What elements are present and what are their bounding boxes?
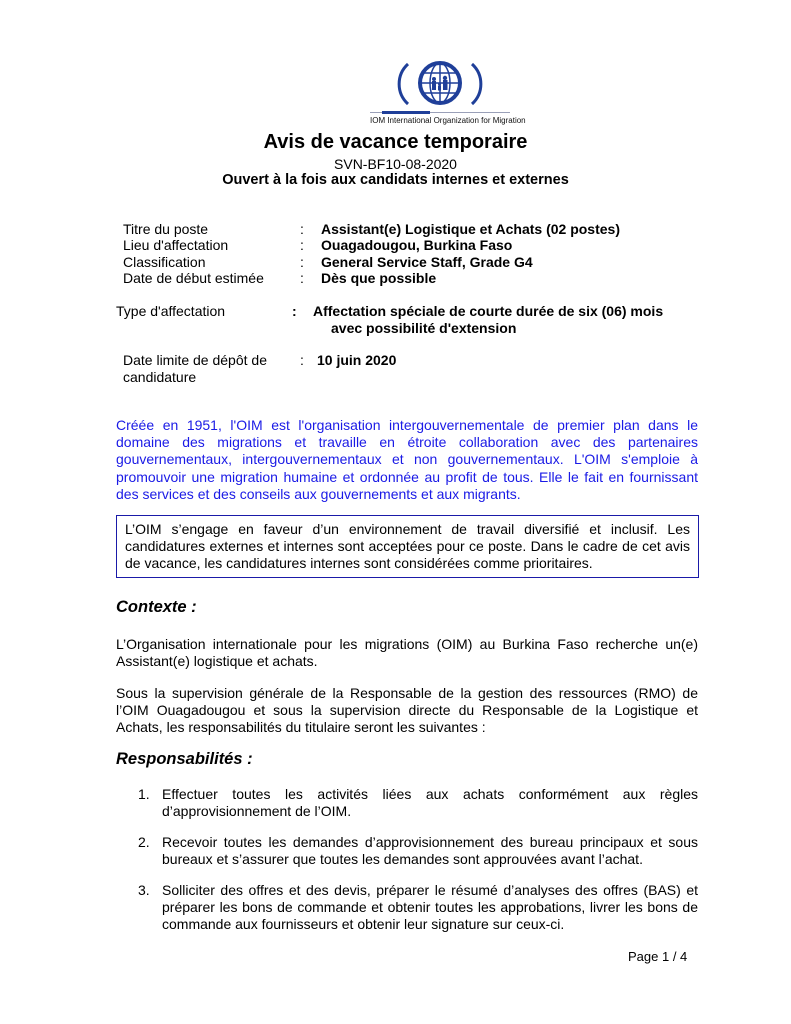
logo-accent-bar [382,111,430,114]
detail-colon: : [300,254,304,270]
detail-label: Titre du poste [123,221,209,237]
document-subtitle: Ouvert à la fois aux candidats internes et externes [222,172,569,188]
context-paragraph: Sous la supervision générale de la Responsable de la gestion des ressources (RMO) de l’OIM Ouagadougou et sous la supervision directe du Responsable de la Logistique et Achats, les responsabilités du titulaire seront les suivantes : [116,685,698,736]
assignment-value-line1: Affectation spéciale de courte durée de six (06) mois [313,303,664,319]
logo-caption: IOM International Organization for Migration [370,116,526,125]
item-text: Recevoir toutes les demandes d’approvisionnement des bureau principaux et sous bureaux et s’assurer que toutes les demandes sont approuvées avant l’achat. [162,834,698,868]
detail-label: Date de début estimée [123,270,264,286]
context-heading: Contexte : [116,598,197,616]
detail-colon: : [300,270,304,286]
detail-value: General Service Staff, Grade G4 [321,254,533,270]
responsibility-item [138,834,698,868]
diversity-statement-box: L’OIM s’engage en faveur d’un environnement de travail diversifié et inclusif. Les candidatures externes et internes sont acceptées pour ce poste. Dans le cadre de cet avis de vacance, les candidatures internes sont considérées comme prioritaires. [116,515,699,578]
document-title: Avis de vacance temporaire [263,131,528,153]
detail-value: Dès que possible [321,270,437,286]
iom-globe-icon [370,58,510,112]
detail-label: Lieu d'affectation [123,237,229,253]
item-text: Effectuer toutes les activités liées aux achats conformément aux règles d’approvisionnement de l’OIM. [162,786,698,820]
responsibilities-heading: Responsabilités : [116,750,253,768]
responsibility-item [138,882,698,934]
context-paragraph: L’Organisation internationale pour les migrations (OIM) au Burkina Faso recherche un(e) Assistant(e) logistique et achats. [116,636,698,670]
deadline-colon: : [300,352,304,368]
iom-logo [370,58,526,130]
detail-colon: : [300,237,304,253]
item-number: 2. [138,834,150,850]
detail-label: Classification [123,254,206,270]
item-number: 1. [138,786,150,802]
assignment-label: Type d'affectation [116,303,226,319]
detail-colon: : [300,221,304,237]
detail-value: Ouagadougou, Burkina Faso [321,237,513,253]
iom-intro-paragraph: Créée en 1951, l'OIM est l'organisation intergouvernementale de premier plan dans le domaine des migrations et travaille en étroite collaboration avec des partenaires gouvernementaux, intergouvernementaux et non gouvernementaux. L'OIM s'emploie à promouvoir une migration humaine et ordonnée au profit de tous. Elle le fait en fournissant des services et des conseils aux gouvernements et aux migrants. [116,417,698,502]
deadline-label-line2: candidature [123,369,197,385]
deadline-value: 10 juin 2020 [317,352,397,368]
vacancy-reference: SVN-BF10-08-2020 [334,156,457,172]
assignment-value-line2: avec possibilité d'extension [331,320,517,336]
deadline-label-line1: Date limite de dépôt de [123,352,267,368]
page-number: Page 1 / 4 [628,949,688,964]
responsibility-item [138,786,698,820]
assignment-colon: : [292,303,297,319]
item-number: 3. [138,882,150,898]
detail-value: Assistant(e) Logistique et Achats (02 postes) [321,221,620,237]
item-text: Solliciter des offres et des devis, préparer le résumé d’analyses des offres (BAS) et préparer les bons de commande et obtenir toutes les approbations, livrer les bons de commande aux fournisseurs et obtenir leur signature sur ceux-ci. [162,882,698,933]
